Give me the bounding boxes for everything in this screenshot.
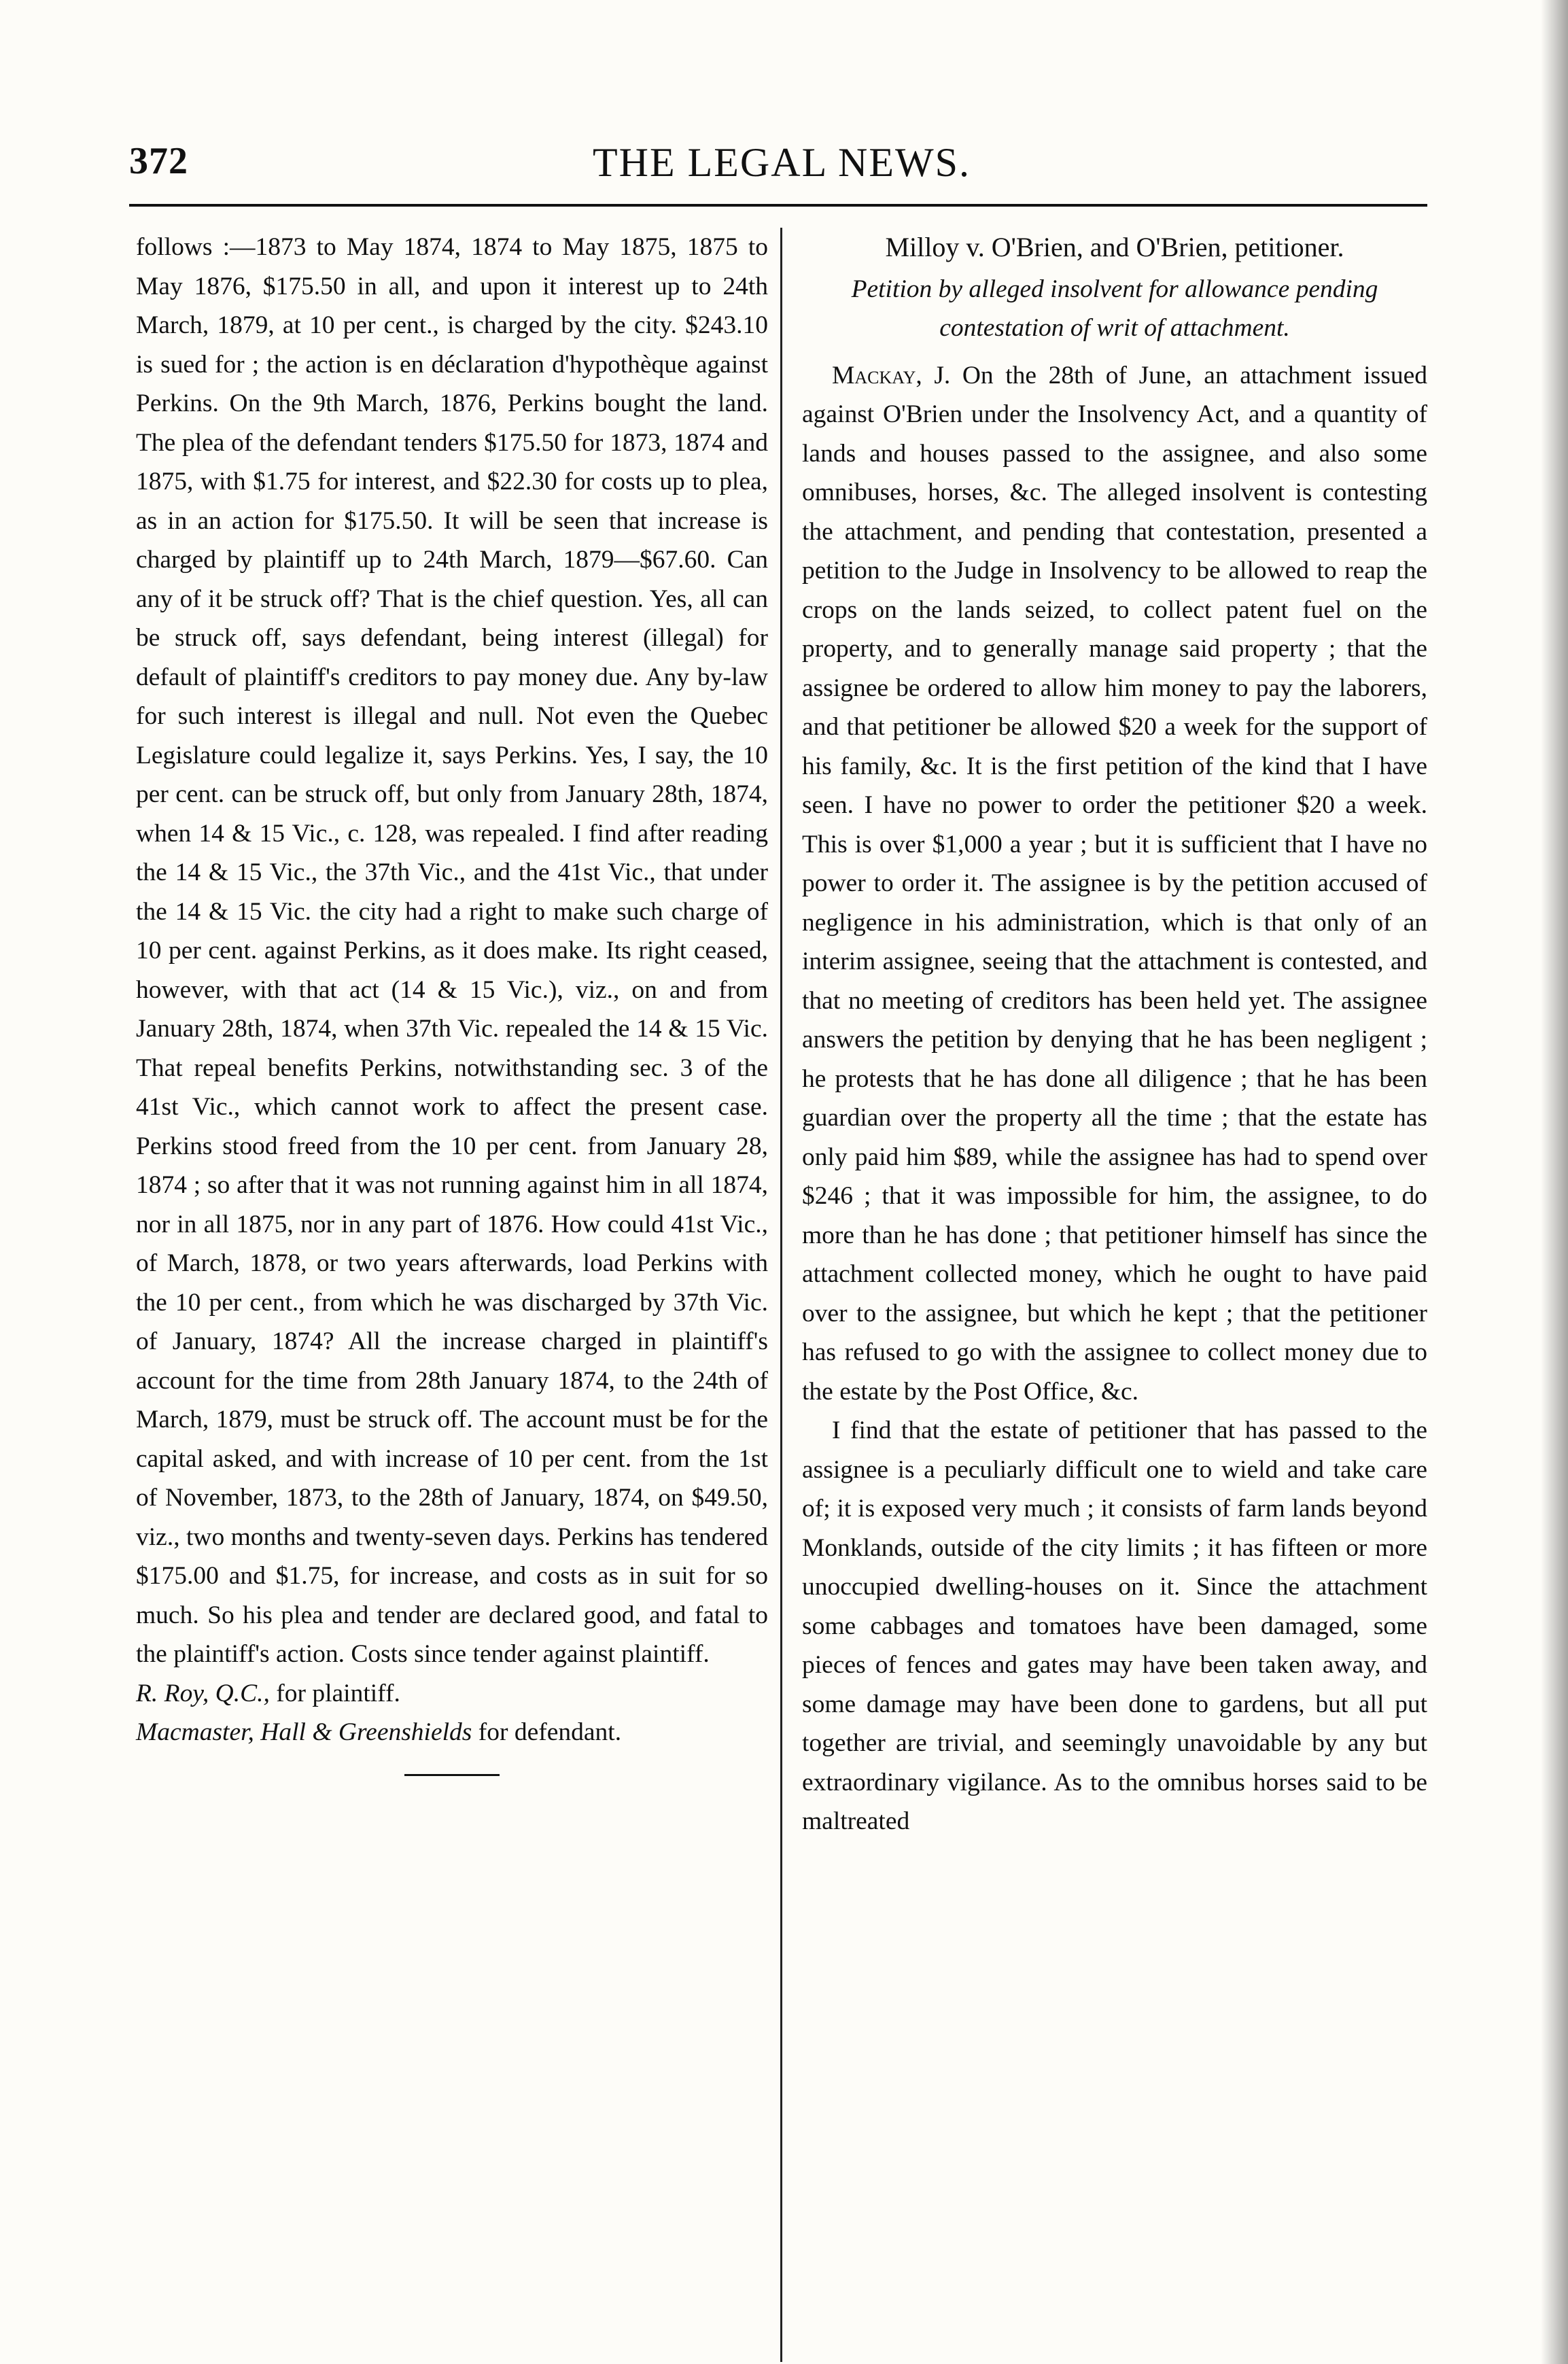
journal-title: THE LEGAL NEWS.: [593, 140, 971, 185]
plaintiff-counsel: [136, 1674, 768, 1714]
case-title: Milloy v. O'Brien, and O'Brien, petitioner.: [885, 232, 1344, 262]
judge-name: Mackay, J.: [832, 361, 951, 389]
page-header: [129, 139, 1434, 194]
defendant-counsel-name: Macmaster, Hall & Greenshields: [136, 1718, 472, 1746]
case-headnote: Petition by alleged insolvent for allowance pending contestation of writ of attachment.: [851, 275, 1378, 342]
defendant-counsel-role: for defendant.: [472, 1718, 622, 1746]
left-column: [136, 228, 768, 1776]
plaintiff-counsel-name: R. Roy, Q.C.,: [136, 1679, 270, 1707]
left-paragraph: follows :—1873 to May 1874, 1874 to May 1875, 1875 to May 1876, $175.50 in all, and upon it interest up to 24th March, 1879, at 10 per cent., is charged by the city. $243.10 is sued for ; the action is en déclaration d'hypothèque against Perkins. On the 9th March, 1876, Perkins bought the land. The plea of the defendant tenders $175.50 for 1873, 1874 and 1875, with $1.75 for interest, and $22.30 for costs up to plea, as in an action for $175.50. It will be seen that increase is charged by plaintiff up to 24th March, 1879—$67.60. Can any of it be struck off? That is the chief question. Yes, all can be struck off, says defendant, being interest (illegal) for default of plaintiff's creditors to pay money due. Any by-law for such interest is illegal and null. Not even the Quebec Legislature could legalize it, says Perkins. Yes, I say, the 10 per cent. can be struck off, but only from January 28th, 1874, when 14 & 15 Vic., c. 128, was repealed. I find after reading the 14 & 15 Vic., the 37th Vic., and the 41st Vic., that under the 14 & 15 Vic. the city had a right to make such charge of 10 per cent. against Perkins, as it does make. Its right ceased, however, with that act (14 & 15 Vic.), viz., on and from January 28th, 1874, when 37th Vic. repealed the 14 & 15 Vic. That repeal benefits Perkins, notwithstanding sec. 3 of the 41st Vic., which cannot work to affect the present case. Perkins stood freed from the 10 per cent. from January 28, 1874 ; so after that it was not running against him in all 1874, nor in all 1875, nor in any part of 1876. How could 41st Vic., of March, 1878, or two years afterwards, load Perkins with the 10 per cent., from which he was discharged by 37th Vic. of January, 1874? All the increase charged in plaintiff's account for the time from 28th January 1874, to the 24th of March, 1879, must be struck off. The account must be for the capital asked, and with increase of 10 per cent. from the 1st of November, 1873, to the 28th of January, 1874, on $49.50, viz., two months and twenty-seven days. Perkins has tendered $175.00 and $1.75, for increase, and costs as in suit for so much. So his plea and tender are declared good, and fatal to the plaintiff's action. Costs since tender against plaintiff.: [136, 233, 769, 1668]
defendant-counsel: [136, 1713, 768, 1752]
right-paragraph-1-text: On the 28th of June, an attachment issued against O'Brien under the Insolvency Act, and a quantity of lands and houses passed to the assignee, and also some omnibuses, horses, &c. The alleged insolvent is contesting the attachment, and pending that contestation, presented a petition to the Judge in Insolvency to be allowed to reap the crops on the lands seized, to collect patent fuel on the property, and to generally manage said property ; that the assignee be ordered to allow him money to pay the laborers, and that petitioner be allowed $20 a week for the support of his family, &c. It is the first petition of the kind that I have seen. I have no power to order the petitioner $20 a week. This is over $1,000 a year ; but it is sufficient that I have no power to order it. The assignee is by the petition accused of negligence in his administration, which is that only of an interim assignee, seeing that the attachment is contested, and that no meeting of creditors has been held yet. The assignee answers the petition by denying that he has been negligent ; he protests that he has done all diligence ; that he has been guardian over the property all the time ; that the estate has only paid him $89, while the assignee has had to spend over $246 ; that it was impossible for him, the assignee, to do more than he has done ; that petitioner himself has since the attachment collected money, which he ought to have paid over to the assignee, but which he kept ; that the petitioner has refused to go with the assignee to collect money due to the estate by the Post Office, &c.: [802, 361, 1427, 1406]
column-divider: [780, 228, 782, 2362]
plaintiff-counsel-role: for plaintiff.: [269, 1679, 400, 1707]
header-rule: [129, 204, 1427, 207]
page-number: 372: [129, 140, 188, 182]
scan-edge-shadow: [1541, 0, 1568, 2364]
right-paragraph-1: [802, 356, 1427, 1412]
section-end-rule: [404, 1774, 500, 1776]
right-column: [802, 228, 1427, 1841]
right-paragraph-2: I find that the estate of petitioner that has passed to the assignee is a peculiarly difficult one to wield and take care of; it is exposed very much ; it consists of farm lands beyond Monklands, outside of the city limits ; it has fifteen or more unoccupied dwelling-houses on it. Since the attachment some cabbages and tomatoes have been damaged, some pieces of fences and gates may have been taken away, and some damage may have been done to gardens, but all put together are trivial, and seemingly unavoidable by any but extraordinary vigilance. As to the omnibus horses said to be maltreated: [802, 1416, 1427, 1835]
